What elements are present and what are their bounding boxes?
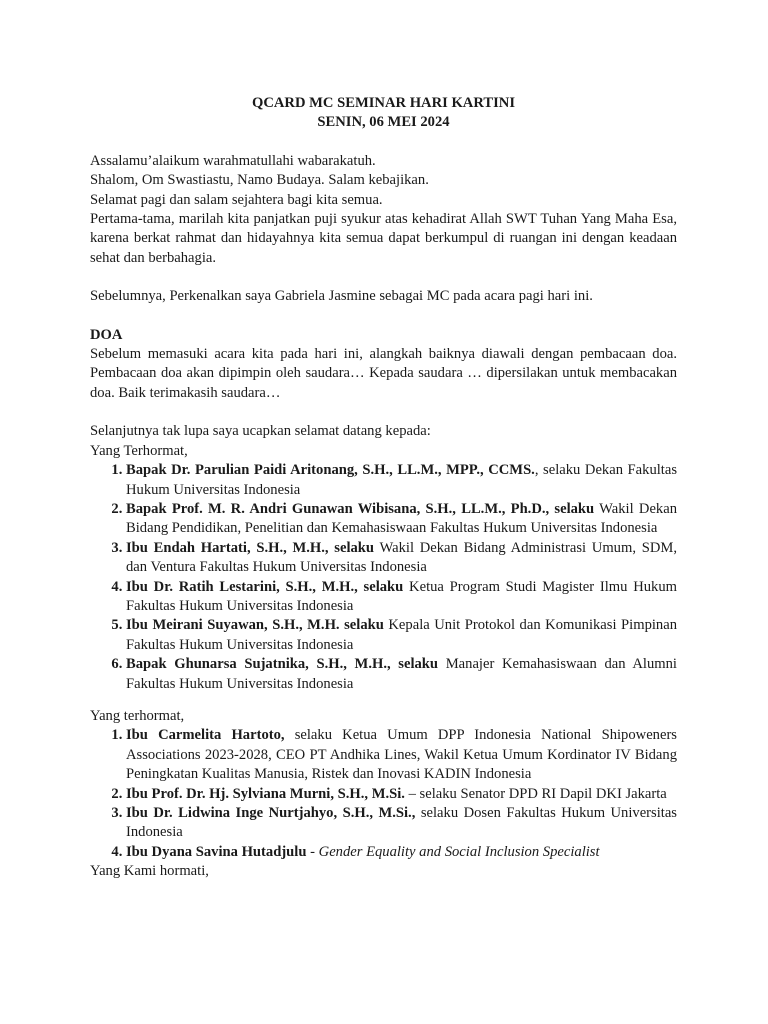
greeting-line: Assalamu’alaikum warahmatullahi wabarakatuh. bbox=[90, 152, 376, 169]
greeting-line: Shalom, Om Swastiastu, Namo Budaya. Salam kebajikan. bbox=[90, 172, 429, 189]
guest-role: Kepala Unit Protokol dan Komunikasi Pimpinan Fakultas Hukum Universitas Indonesia bbox=[126, 617, 677, 653]
guest-role: Gender Equality and Social Inclusion Specialist bbox=[318, 843, 600, 860]
guest-name: Ibu Carmelita Hartoto, bbox=[126, 727, 285, 744]
list-item bbox=[126, 616, 677, 655]
group-label: Yang Kami hormati, bbox=[90, 863, 209, 880]
guest-name: Ibu Dr. Lidwina Inge Nurtjahyo, S.H., M.Si., bbox=[126, 805, 416, 821]
group-label: Yang terhormat, bbox=[90, 707, 185, 724]
list-item bbox=[126, 578, 677, 617]
guest-role: Wakil Dekan Bidang Administrasi Umum, SDM, dan Ventura Fakultas Hukum Universitas Indonesia bbox=[126, 539, 677, 576]
list-item bbox=[126, 726, 677, 784]
guest-role: selaku Dosen Fakultas Hukum Universitas Indonesia bbox=[126, 805, 677, 841]
guest-list-1 bbox=[90, 461, 677, 694]
list-item bbox=[126, 539, 677, 578]
greeting-paragraph: Pertama-tama, marilah kita panjatkan puji syukur atas kehadirat Allah SWT Tuhan Yang Maha Esa, karena berkat rahmat dan hidayahnya kita semua dapat berkumpul di ruangan ini dengan keadaan sehat dan berbahagia. bbox=[90, 211, 677, 266]
guest-role: , selaku Dekan Fakultas Hukum Universitas Indonesia bbox=[126, 462, 678, 498]
document-body bbox=[90, 94, 677, 882]
group-label: Yang Terhormat, bbox=[90, 442, 188, 459]
guest-name: Ibu Dr. Ratih Lestarini, S.H., M.H., selaku bbox=[126, 578, 404, 595]
mc-introduction: Sebelumnya, Perkenalkan saya Gabriela Jasmine sebagai MC pada acara pagi hari ini. bbox=[90, 288, 593, 305]
list-item bbox=[126, 785, 677, 804]
list-item bbox=[126, 500, 677, 539]
guest-name: Bapak Prof. M. R. Andri Gunawan Wibisana, S.H., LL.M., Ph.D., selaku bbox=[126, 500, 595, 517]
guest-role: selaku Ketua Umum DPP Indonesia National Shipoweners Associations 2023-2028, CEO PT Andhika Lines, Wakil Ketua Umum Kordinator IV Bidang Peningkatan Kualitas Manusia, Ristek dan Inovasi KADIN Indonesia bbox=[126, 727, 677, 783]
guest-role: Ketua Program Studi Magister Ilmu Hukum Fakultas Hukum Universitas Indonesia bbox=[126, 578, 677, 614]
guest-list-2 bbox=[90, 726, 677, 862]
document-title: QCARD MC SEMINAR HARI KARTINI bbox=[252, 95, 515, 111]
guest-role: Manajer Kemahasiswaan dan Alumni Fakultas Hukum Universitas Indonesia bbox=[126, 656, 677, 692]
guest-name: Bapak Ghunarsa Sujatnika, S.H., M.H., selaku bbox=[126, 656, 439, 673]
guest-name: Bapak Dr. Parulian Paidi Aritonang, S.H., LL.M., MPP., CCMS. bbox=[126, 462, 535, 479]
guest-name: Ibu Dyana Savina Hutadjulu bbox=[126, 843, 307, 860]
doa-heading: DOA bbox=[90, 326, 123, 343]
list-item bbox=[126, 843, 677, 862]
greeting-line: Selamat pagi dan salam sejahtera bagi kita semua. bbox=[90, 191, 383, 208]
guest-role: – selaku Senator DPD RI Dapil DKI Jakarta bbox=[404, 785, 667, 802]
guest-role: Wakil Dekan Bidang Pendidikan, Penelitian dan Kemahasiswaan Fakultas Hukum Universitas Indonesia bbox=[126, 500, 677, 537]
list-item bbox=[126, 655, 677, 694]
list-item bbox=[126, 461, 677, 500]
document-date: SENIN, 06 MEI 2024 bbox=[317, 114, 450, 131]
guest-name: Ibu Endah Hartati, S.H., M.H., selaku bbox=[126, 539, 375, 556]
doa-paragraph: Sebelum memasuki acara kita pada hari ini, alangkah baiknya diawali dengan pembacaan doa. Pembacaan doa akan dipimpin oleh saudara… Kepada saudara … dipersilakan untuk membacakan doa. Baik terimakasih saudara… bbox=[90, 346, 677, 401]
guest-name: Ibu Prof. Dr. Hj. Sylviana Murni, S.H., M.Si. bbox=[126, 785, 405, 802]
guest-name: Ibu Meirani Suyawan, S.H., M.H. selaku bbox=[126, 617, 384, 634]
guest-role-separator: - bbox=[306, 843, 319, 860]
welcome-lead: Selanjutnya tak lupa saya ucapkan selamat datang kepada: bbox=[90, 423, 431, 440]
list-item bbox=[126, 804, 677, 843]
